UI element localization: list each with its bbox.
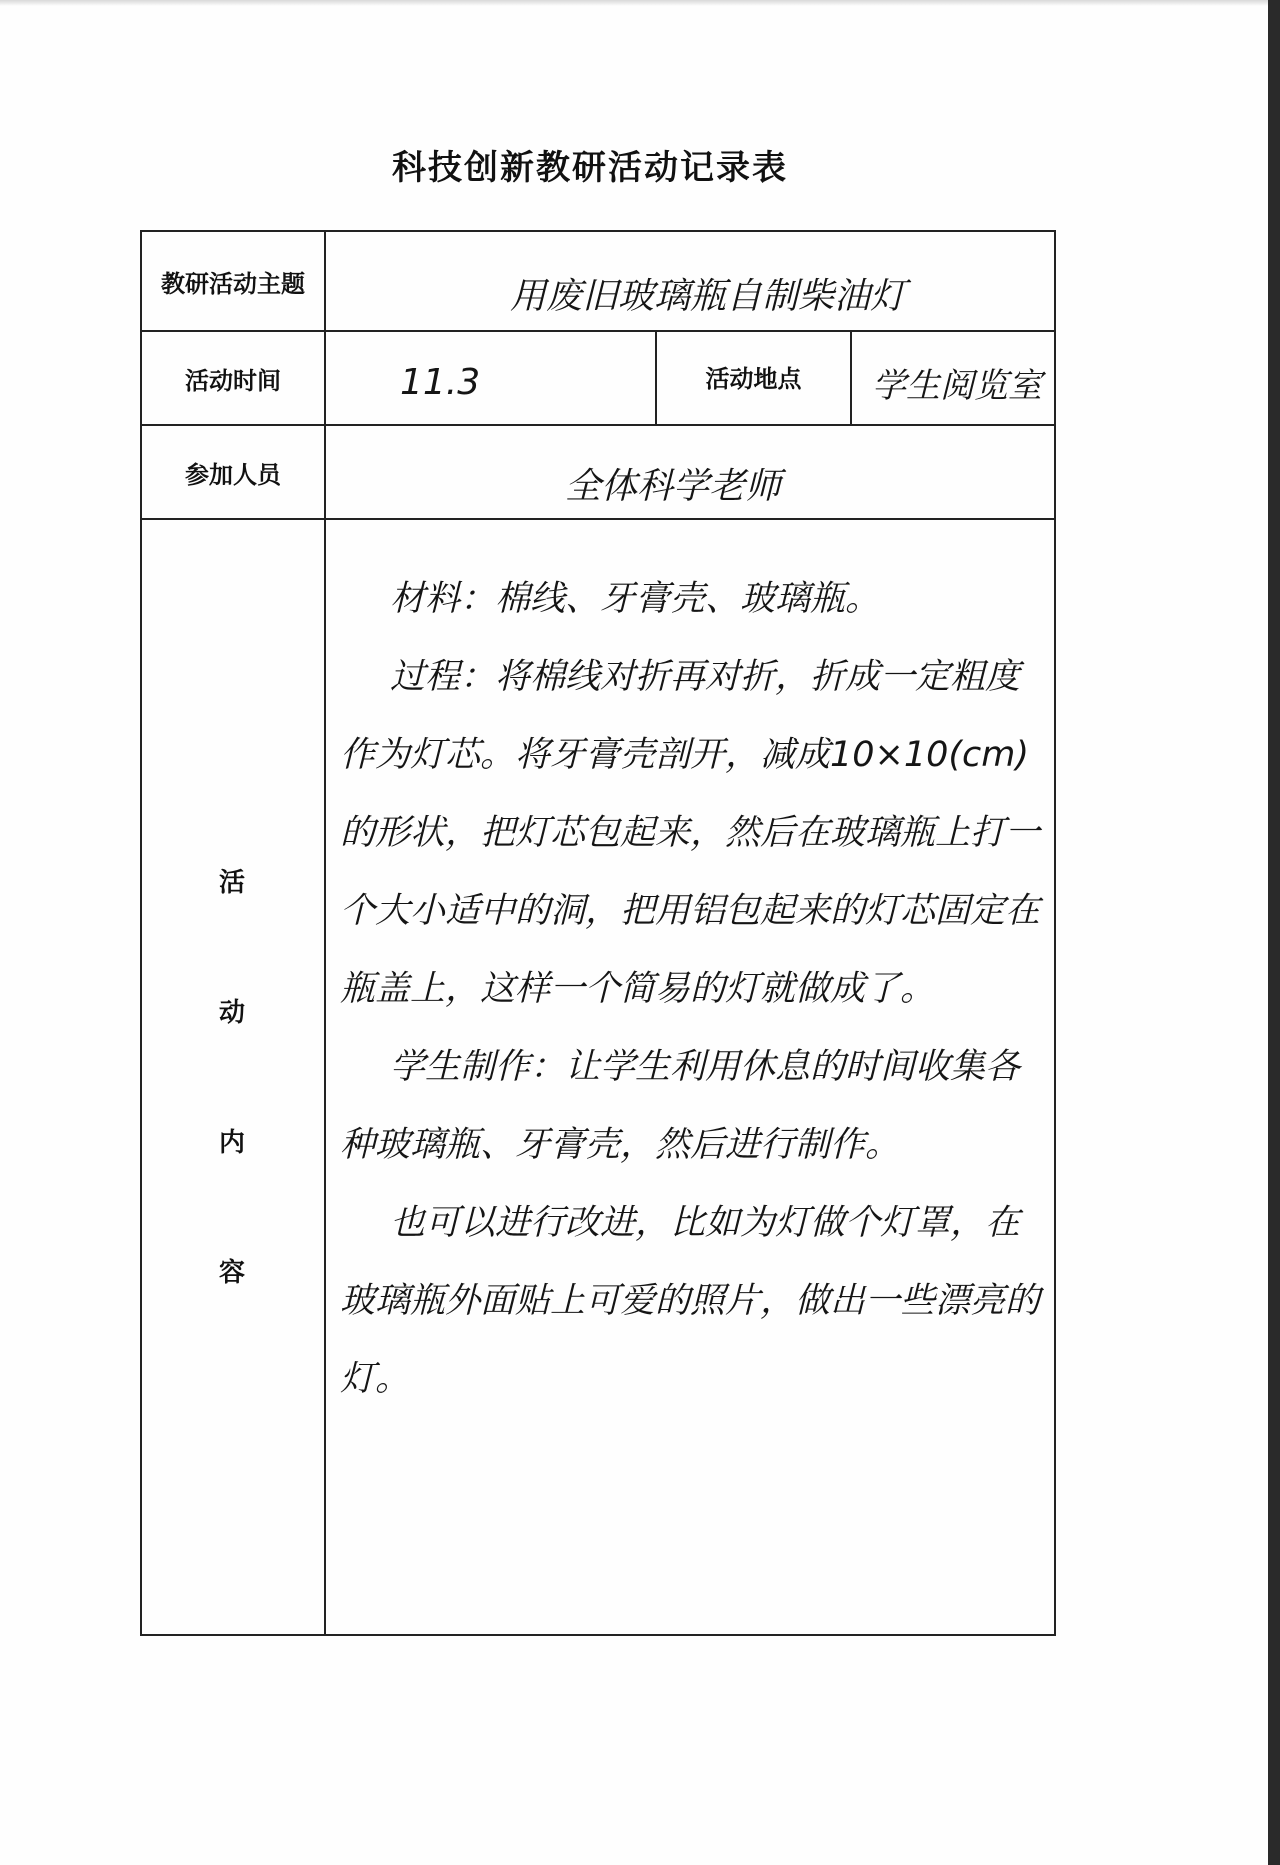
materials-paragraph: 材料：棉线、牙膏壳、玻璃瓶。	[390, 579, 881, 619]
student-making-paragraph: 学生制作：让学生利用休息的时间收集各种玻璃瓶、牙膏壳，然后进行制作。	[340, 1047, 1021, 1165]
activity-content	[340, 560, 1040, 1418]
theme-label: 教研活动主题	[161, 268, 305, 298]
time-value: 11.3	[400, 362, 481, 403]
improvement-paragraph: 也可以进行改进，比如为灯做个灯罩，在玻璃瓶外面贴上可爱的照片，做出一些漂亮的灯。	[340, 1203, 1041, 1399]
place-value-divider	[850, 330, 852, 424]
row-divider-3	[140, 518, 1056, 520]
content-label-char-3: 内	[218, 1128, 245, 1158]
scan-edge-right	[1268, 0, 1280, 1865]
process-paragraph: 过程：将棉线对折再对折，折成一定粗度作为灯芯。将牙膏壳剖开，减成10×10(cm)的形状，把灯芯包起来，然后在玻璃瓶上打一个大小适中的洞，把用铝包起来的灯芯固定在瓶盖上，这样一个简易的灯就做成了。	[340, 657, 1041, 1009]
participants-label: 参加人员	[185, 459, 281, 489]
label-column-divider	[324, 230, 326, 1636]
place-label: 活动地点	[705, 363, 802, 393]
place-value: 学生阅览室	[872, 366, 1042, 406]
page-title: 科技创新教研活动记录表	[392, 148, 788, 188]
time-label: 活动时间	[185, 365, 281, 395]
scan-edge-top	[0, 0, 1268, 6]
theme-value: 用废旧玻璃瓶自制柴油灯	[510, 276, 907, 317]
content-label-char-4: 容	[218, 1258, 245, 1288]
content-label-char-2: 动	[218, 998, 245, 1028]
participants-value: 全体科学老师	[565, 466, 782, 507]
content-label-char-1: 活	[218, 868, 245, 898]
